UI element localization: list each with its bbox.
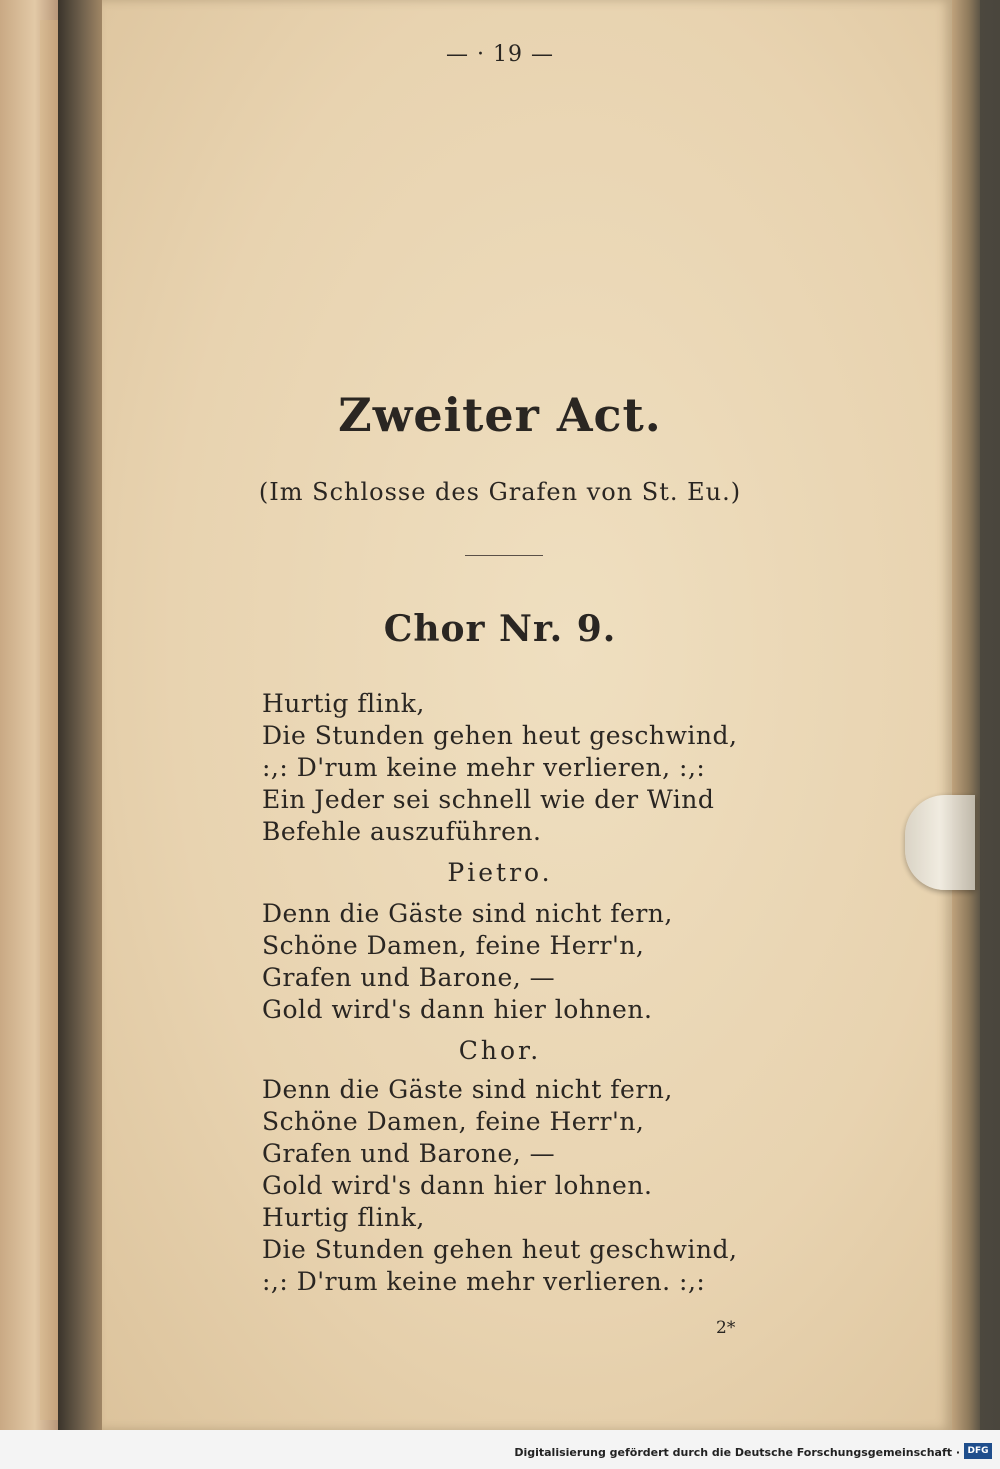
signature-mark: 2*	[716, 1318, 736, 1338]
act-title: Zweiter Act.	[338, 388, 662, 442]
book-gutter	[58, 0, 102, 1430]
verse-line: Denn die Gäste sind nicht fern,	[262, 899, 673, 928]
verse-line: Schöne Damen, feine Herr'n,	[262, 1107, 645, 1136]
scene-setting: (Im Schlosse des Grafen von St. Eu.)	[258, 478, 742, 506]
section-heading: Chor Nr. 9.	[383, 608, 617, 650]
verse-line: Gold wird's dann hier lohnen.	[262, 1171, 653, 1200]
left-page-margin	[40, 20, 58, 1420]
verse-line: Denn die Gäste sind nicht fern,	[262, 1075, 673, 1104]
clip-holder	[905, 795, 975, 890]
footer-credit: Digitalisierung gefördert durch die Deutsche Forschungsgemeinschaft ·	[514, 1446, 960, 1459]
speaker-name: Pietro.	[447, 858, 553, 887]
verse-line: Gold wird's dann hier lohnen.	[262, 995, 653, 1024]
divider-rule	[465, 555, 543, 556]
right-page-edge	[952, 0, 980, 1430]
verse-line: Befehle auszuführen.	[262, 817, 542, 846]
verse-line: Die Stunden gehen heut geschwind,	[262, 721, 738, 750]
verse-line: :,: D'rum keine mehr verlieren, :,:	[262, 753, 706, 782]
verse-line: Hurtig flink,	[262, 689, 425, 718]
dfg-logo-icon: DFG	[964, 1443, 992, 1459]
speaker-name: Chor.	[458, 1036, 542, 1065]
verse-line: Grafen und Barone, —	[262, 1139, 556, 1168]
verse-block-1	[262, 688, 737, 848]
verse-line: :,: D'rum keine mehr verlieren. :,:	[262, 1267, 706, 1296]
page-number: — · 19 —	[446, 42, 554, 67]
verse-line: Hurtig flink,	[262, 1203, 425, 1232]
verse-line: Die Stunden gehen heut geschwind,	[262, 1235, 738, 1264]
verse-line: Ein Jeder sei schnell wie der Wind	[262, 785, 715, 814]
verse-line: Schöne Damen, feine Herr'n,	[262, 931, 645, 960]
verse-block-3	[262, 1074, 737, 1298]
verse-line: Grafen und Barone, —	[262, 963, 556, 992]
verse-block-2	[262, 898, 673, 1026]
